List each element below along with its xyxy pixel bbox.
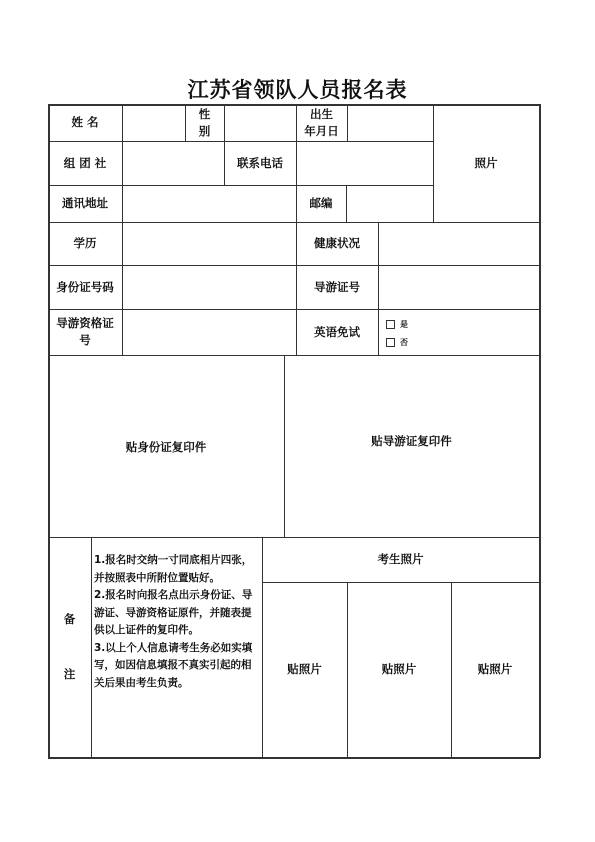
english-exempt-label: 英语免试 — [314, 324, 360, 339]
education-field[interactable] — [123, 223, 296, 265]
agency-label: 组 团 社 — [63, 155, 107, 170]
health-field[interactable] — [379, 223, 539, 265]
gender-field[interactable] — [225, 105, 296, 141]
photo-box[interactable]: 照片 — [474, 155, 498, 170]
name-field[interactable] — [123, 105, 185, 141]
photo-slot-1[interactable]: 贴照片 — [287, 662, 322, 677]
postcode-field[interactable] — [347, 186, 433, 222]
address-field[interactable] — [123, 186, 296, 222]
name-label: 姓 名 — [71, 115, 99, 130]
remarks-label-line1: 备 — [63, 612, 76, 627]
address-label: 通讯地址 — [62, 196, 108, 211]
guide-cert-label: 导游证号 — [314, 279, 360, 294]
photo-slot-3[interactable]: 贴照片 — [477, 662, 513, 677]
health-label: 健康状况 — [314, 236, 360, 251]
english-exempt-yes-option[interactable] — [386, 319, 408, 330]
candidate-photo-header: 考生照片 — [377, 552, 424, 567]
note-item: 2.报名时向报名点出示身份证、导游证、导游资格证原件，并随表提供以上证件的复印件。 — [94, 589, 253, 636]
phone-field[interactable] — [297, 142, 433, 185]
birth-date-field[interactable] — [348, 105, 433, 141]
table-border-bottom — [48, 757, 540, 759]
gender-label — [185, 104, 224, 141]
remarks-label-line2: 注 — [63, 667, 76, 681]
checkbox-yes[interactable] — [386, 320, 395, 329]
id-number-label: 身份证号码 — [56, 279, 114, 294]
checkbox-no[interactable] — [386, 338, 395, 347]
note-item: 3.以上个人信息请考生务必如实填写，如因信息填报不真实引起的相关后果由考生负责。 — [94, 641, 253, 689]
photo-slot-2[interactable]: 贴照片 — [381, 662, 417, 677]
phone-label: 联系电话 — [237, 155, 283, 170]
guide-copy-area[interactable]: 贴导游证复印件 — [371, 434, 452, 449]
agency-field[interactable] — [123, 142, 224, 185]
note-item: 1.报名时交纳一寸同底相片四张，并按照表中所附位置贴好。 — [94, 554, 253, 584]
id-number-field[interactable] — [123, 266, 296, 309]
option-no-label: 否 — [400, 338, 408, 347]
guide-qual-field[interactable] — [123, 310, 296, 355]
english-exempt-no-option[interactable] — [386, 337, 408, 348]
guide-qual-label-line1: 导游资格证 — [56, 316, 114, 331]
gender-label-line2: 别 — [198, 123, 211, 138]
id-copy-area[interactable]: 贴身份证复印件 — [125, 440, 207, 455]
form-title: 江苏省领队人员报名表 — [187, 77, 408, 102]
education-label: 学历 — [73, 236, 97, 251]
birth-label-line1: 出生 — [310, 106, 333, 121]
col-divider — [91, 537, 92, 758]
option-yes-label: 是 — [400, 320, 408, 329]
guide-cert-field[interactable] — [379, 266, 539, 309]
table-border-right — [539, 104, 541, 758]
guide-qual-label — [48, 309, 122, 355]
gender-label-line1: 性 — [198, 106, 211, 121]
birth-label-line2: 年月日 — [304, 123, 339, 138]
remarks-label — [48, 537, 91, 757]
remarks-notes — [94, 552, 258, 692]
guide-qual-label-line2: 号 — [79, 333, 91, 347]
birth-date-label — [296, 104, 347, 141]
postcode-label: 邮编 — [309, 196, 333, 211]
